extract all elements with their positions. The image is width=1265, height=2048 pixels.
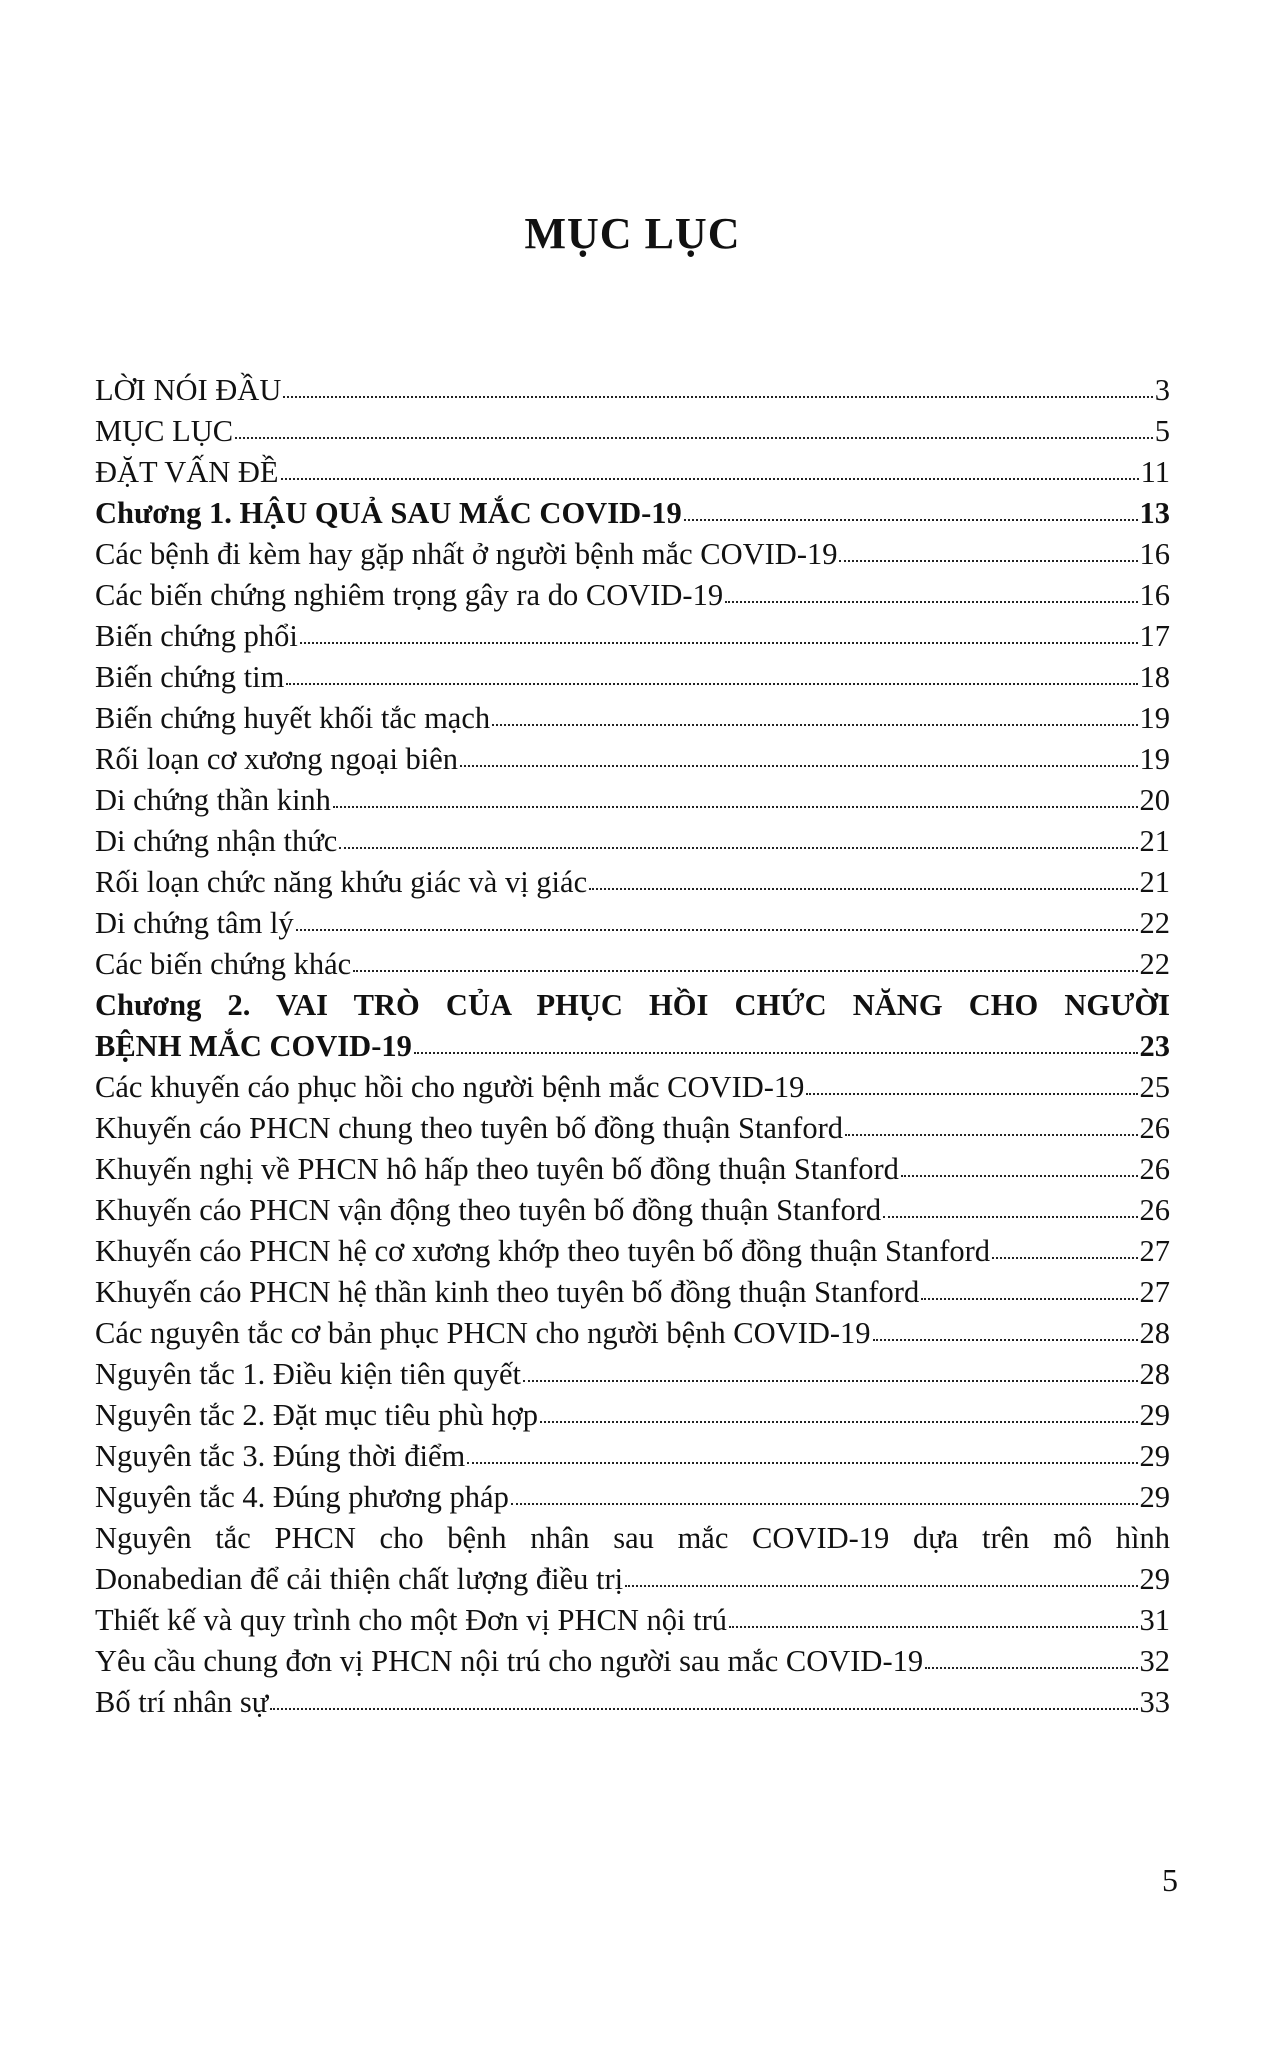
toc-entry-page: 16 (1139, 578, 1170, 612)
toc-entry-page: 13 (1139, 496, 1170, 530)
dot-leader (992, 1257, 1137, 1259)
dot-leader (511, 1503, 1138, 1505)
toc-entry-page: 29 (1139, 1480, 1170, 1514)
dot-leader (684, 519, 1138, 521)
toc-entry[interactable] (95, 1026, 1170, 1067)
dot-leader (353, 970, 1137, 972)
toc-entry[interactable] (95, 411, 1170, 452)
dot-leader (300, 642, 1138, 644)
toc-entry-label: Nguyên tắc 2. Đặt mục tiêu phù hợp (95, 1398, 539, 1432)
toc-entry[interactable] (95, 493, 1170, 534)
toc-entry-label: Bố trí nhân sự (95, 1685, 269, 1719)
toc-entry[interactable] (95, 1600, 1170, 1641)
toc-entry-page: 19 (1139, 701, 1170, 735)
toc-entry[interactable] (95, 1682, 1170, 1723)
toc-entry-page: 27 (1139, 1234, 1170, 1268)
toc-entry-page: 26 (1139, 1152, 1170, 1186)
toc-entry-page: 31 (1139, 1603, 1170, 1637)
toc-entry-page: 20 (1139, 783, 1170, 817)
toc-entry-label: Nguyên tắc 4. Đúng phương pháp (95, 1480, 509, 1514)
toc-entry[interactable] (95, 821, 1170, 862)
dot-leader (235, 437, 1153, 439)
toc-entry-page: 18 (1139, 660, 1170, 694)
dot-leader (589, 888, 1137, 890)
toc-entry-line: Nguyên tắc PHCN cho bệnh nhân sau mắc COVID-19 dựa trên mô hình (95, 1521, 1170, 1555)
toc-entry-label: Các bệnh đi kèm hay gặp nhất ở người bệnh mắc COVID-19 (95, 537, 838, 571)
toc-entry[interactable] (95, 1436, 1170, 1477)
toc-entry[interactable] (95, 370, 1170, 411)
toc-entry-page: 16 (1139, 537, 1170, 571)
dot-leader (492, 724, 1137, 726)
toc-entry[interactable] (95, 452, 1170, 493)
page-title: MỤC LỤC (524, 209, 741, 258)
toc-entry-page: 26 (1139, 1193, 1170, 1227)
toc-entry[interactable] (95, 1559, 1170, 1600)
table-of-contents (95, 370, 1170, 1723)
dot-leader (806, 1093, 1137, 1095)
toc-entry[interactable] (95, 616, 1170, 657)
toc-entry-label: Di chứng thần kinh (95, 783, 331, 817)
toc-entry-label: LỜI NÓI ĐẦU (95, 373, 282, 407)
toc-entry-label: Rối loạn cơ xương ngoại biên (95, 742, 459, 776)
page-number: 5 (1162, 1862, 1178, 1898)
toc-entry-page: 29 (1139, 1398, 1170, 1432)
toc-entry-page: 29 (1139, 1562, 1170, 1596)
toc-entry-label: Các nguyên tắc cơ bản phục PHCN cho người bệnh COVID-19 (95, 1316, 871, 1350)
toc-entry-label: Biến chứng huyết khối tắc mạch (95, 701, 491, 735)
dot-leader (540, 1421, 1137, 1423)
toc-entry[interactable] (95, 1190, 1170, 1231)
dot-leader (270, 1708, 1137, 1710)
dot-leader (873, 1339, 1138, 1341)
dot-leader (286, 683, 1137, 685)
toc-entry[interactable] (95, 1067, 1170, 1108)
toc-entry-label: Nguyên tắc 3. Đúng thời điểm (95, 1439, 466, 1473)
toc-entry-label: Biến chứng tim (95, 660, 285, 694)
toc-entry[interactable] (95, 903, 1170, 944)
dot-leader (901, 1175, 1138, 1177)
dot-leader (729, 1626, 1138, 1628)
toc-entry[interactable] (95, 1641, 1170, 1682)
toc-entry-page: 23 (1139, 1029, 1170, 1063)
dot-leader (296, 929, 1138, 931)
toc-entry[interactable] (95, 534, 1170, 575)
toc-entry-page: 29 (1139, 1439, 1170, 1473)
toc-entry-label: Các biến chứng khác (95, 947, 352, 981)
dot-leader (925, 1667, 1137, 1669)
toc-entry[interactable] (95, 1395, 1170, 1436)
toc-entry-page: 22 (1139, 906, 1170, 940)
toc-entry-page: 3 (1154, 373, 1170, 407)
toc-entry-page: 27 (1139, 1275, 1170, 1309)
toc-entry[interactable] (95, 1354, 1170, 1395)
toc-entry[interactable] (95, 1149, 1170, 1190)
toc-entry-page: 21 (1139, 824, 1170, 858)
toc-entry-label: Rối loạn chức năng khứu giác và vị giác (95, 865, 588, 899)
toc-entry-label: Biến chứng phổi (95, 619, 298, 653)
dot-leader (921, 1298, 1137, 1300)
toc-entry-label: Nguyên tắc 1. Điều kiện tiên quyết (95, 1357, 522, 1391)
toc-entry-page: 25 (1139, 1070, 1170, 1104)
toc-entry-page: 22 (1139, 947, 1170, 981)
toc-entry-label: Donabedian để cải thiện chất lượng điều trị (95, 1562, 624, 1596)
toc-entry[interactable] (95, 739, 1170, 780)
toc-entry-label: Di chứng nhận thức (95, 824, 338, 858)
toc-entry-label: Di chứng tâm lý (95, 906, 294, 940)
toc-entry-page: 21 (1139, 865, 1170, 899)
dot-leader (523, 1380, 1137, 1382)
toc-entry-label: ĐẶT VẤN ĐỀ (95, 455, 279, 489)
toc-entry-label: Khuyến cáo PHCN chung theo tuyên bố đồng thuận Stanford (95, 1111, 843, 1145)
dot-leader (460, 765, 1137, 767)
toc-entry[interactable] (95, 1231, 1170, 1272)
toc-entry[interactable] (95, 1108, 1170, 1149)
toc-entry[interactable] (95, 575, 1170, 616)
dot-leader (845, 1134, 1138, 1136)
dot-leader (625, 1585, 1137, 1587)
toc-entry-label: Khuyến cáo PHCN hệ thần kinh theo tuyên bố đồng thuận Stanford (95, 1275, 920, 1309)
toc-entry-label: BỆNH MẮC COVID-19 (95, 1029, 412, 1063)
dot-leader (467, 1462, 1137, 1464)
toc-entry-page: 19 (1139, 742, 1170, 776)
toc-entry-label: Thiết kế và quy trình cho một Đơn vị PHCN nội trú (95, 1603, 727, 1637)
toc-entry[interactable] (95, 944, 1170, 985)
toc-entry-page: 33 (1139, 1685, 1170, 1719)
dot-leader (339, 847, 1137, 849)
toc-entry[interactable] (95, 657, 1170, 698)
dot-leader (333, 806, 1138, 808)
toc-entry-page: 28 (1139, 1316, 1170, 1350)
toc-entry-label: Khuyến cáo PHCN vận động theo tuyên bố đồng thuận Stanford (95, 1193, 882, 1227)
toc-entry-label: MỤC LỤC (95, 414, 234, 448)
toc-entry-page: 5 (1154, 414, 1170, 448)
toc-entry-label: Khuyến cáo PHCN hệ cơ xương khớp theo tuyên bố đồng thuận Stanford (95, 1234, 991, 1268)
dot-leader (725, 601, 1137, 603)
toc-entry-page: 32 (1139, 1644, 1170, 1678)
toc-entry-page: 26 (1139, 1111, 1170, 1145)
toc-entry[interactable] (95, 862, 1170, 903)
toc-entry[interactable] (95, 780, 1170, 821)
dot-leader (414, 1052, 1138, 1054)
dot-leader (283, 396, 1152, 398)
toc-entry[interactable] (95, 1477, 1170, 1518)
toc-entry[interactable] (95, 1272, 1170, 1313)
toc-entry-page: 28 (1139, 1357, 1170, 1391)
dot-leader (281, 478, 1139, 480)
toc-entry-label: Các biến chứng nghiêm trọng gây ra do COVID-19 (95, 578, 724, 612)
toc-entry[interactable] (95, 1313, 1170, 1354)
toc-entry-label: Chương 1. HẬU QUẢ SAU MẮC COVID-19 (95, 496, 682, 530)
toc-entry-label: Các khuyến cáo phục hồi cho người bệnh mắc COVID-19 (95, 1070, 805, 1104)
toc-entry-label: Khuyến nghị về PHCN hô hấp theo tuyên bố đồng thuận Stanford (95, 1152, 899, 1186)
toc-entry-label: Yêu cầu chung đơn vị PHCN nội trú cho người sau mắc COVID-19 (95, 1644, 924, 1678)
dot-leader (839, 560, 1137, 562)
toc-entry-page: 11 (1140, 455, 1170, 489)
dot-leader (883, 1216, 1137, 1218)
toc-entry[interactable] (95, 698, 1170, 739)
toc-entry-line: Chương 2. VAI TRÒ CỦA PHỤC HỒI CHỨC NĂNG CHO NGƯỜI (95, 988, 1170, 1022)
toc-entry-page: 17 (1139, 619, 1170, 653)
